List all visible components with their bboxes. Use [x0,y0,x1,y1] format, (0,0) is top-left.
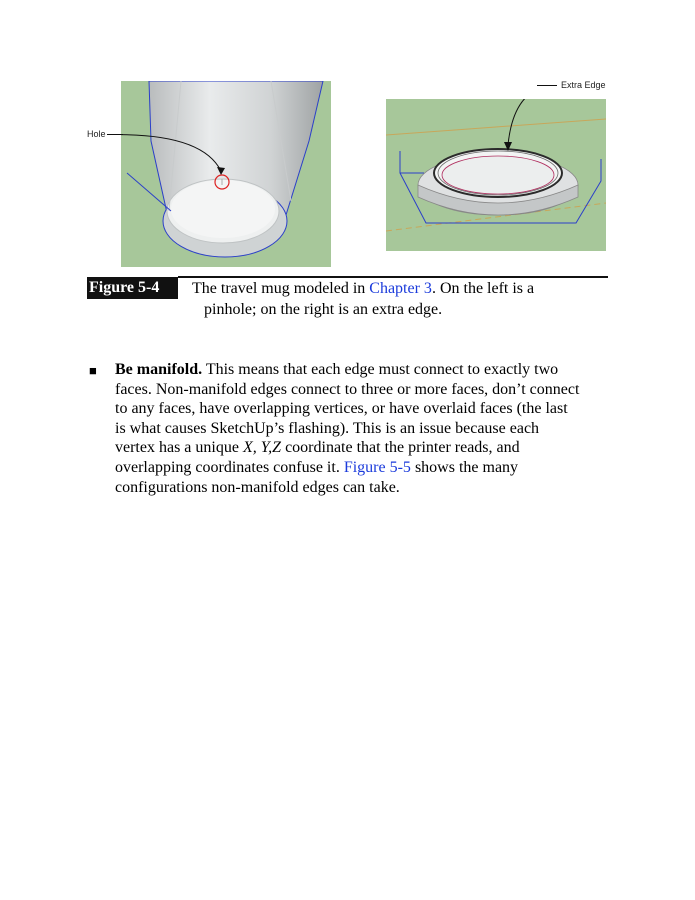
line-6-text-a: overlapping coordinates confuse it. [115,458,344,476]
figure-number-tag: Figure 5-4 [87,277,178,299]
caption-text-1: The travel mug modeled in [192,280,370,297]
hole-leader-line [107,134,123,135]
extra-edge-label: Extra Edge [561,80,606,90]
paragraph-line-3: to any faces, have overlapping vertices, or have overlaid faces (the last [115,400,568,418]
coordinate-italic: X, Y,Z [242,439,282,457]
line-1-text: This means that each edge must connect to exactly two [202,361,559,378]
line-5-text-b: coordinate that the printer reads, and [281,439,520,457]
paragraph-line-1 [115,360,615,380]
paragraph-line-5 [115,438,615,458]
bold-lead: Be manifold. [115,361,203,378]
figure-5-5-link[interactable]: Figure 5-5 [343,458,411,476]
hole-label: Hole [87,129,106,139]
paragraph-line-4: is what causes SketchUp’s flashing). This is an issue because each [115,419,540,437]
bullet-square-icon: ■ [89,363,97,378]
paragraph-line-6 [115,458,615,478]
figure-caption [192,278,612,320]
caption-text-2: . On the left is a [431,280,535,297]
paragraph-line-7: configurations non-manifold edges can take. [115,478,400,496]
caption-line-2: pinhole; on the right is an extra edge. [204,301,443,318]
mug-extra-edge-illustration [386,99,606,251]
line-5-text-a: vertex has a unique [115,439,243,457]
manifold-bullet-paragraph [115,360,615,497]
line-6-text-b: shows the many [410,458,519,476]
chapter-3-link[interactable]: Chapter 3 [369,280,432,297]
figure-right-image [386,99,606,251]
paragraph-line-2: faces. Non-manifold edges connect to three or more faces, don’t connect [115,380,580,398]
extra-edge-leader-line [537,85,557,86]
figure-left-image [121,81,331,267]
mug-pinhole-illustration [121,81,331,267]
